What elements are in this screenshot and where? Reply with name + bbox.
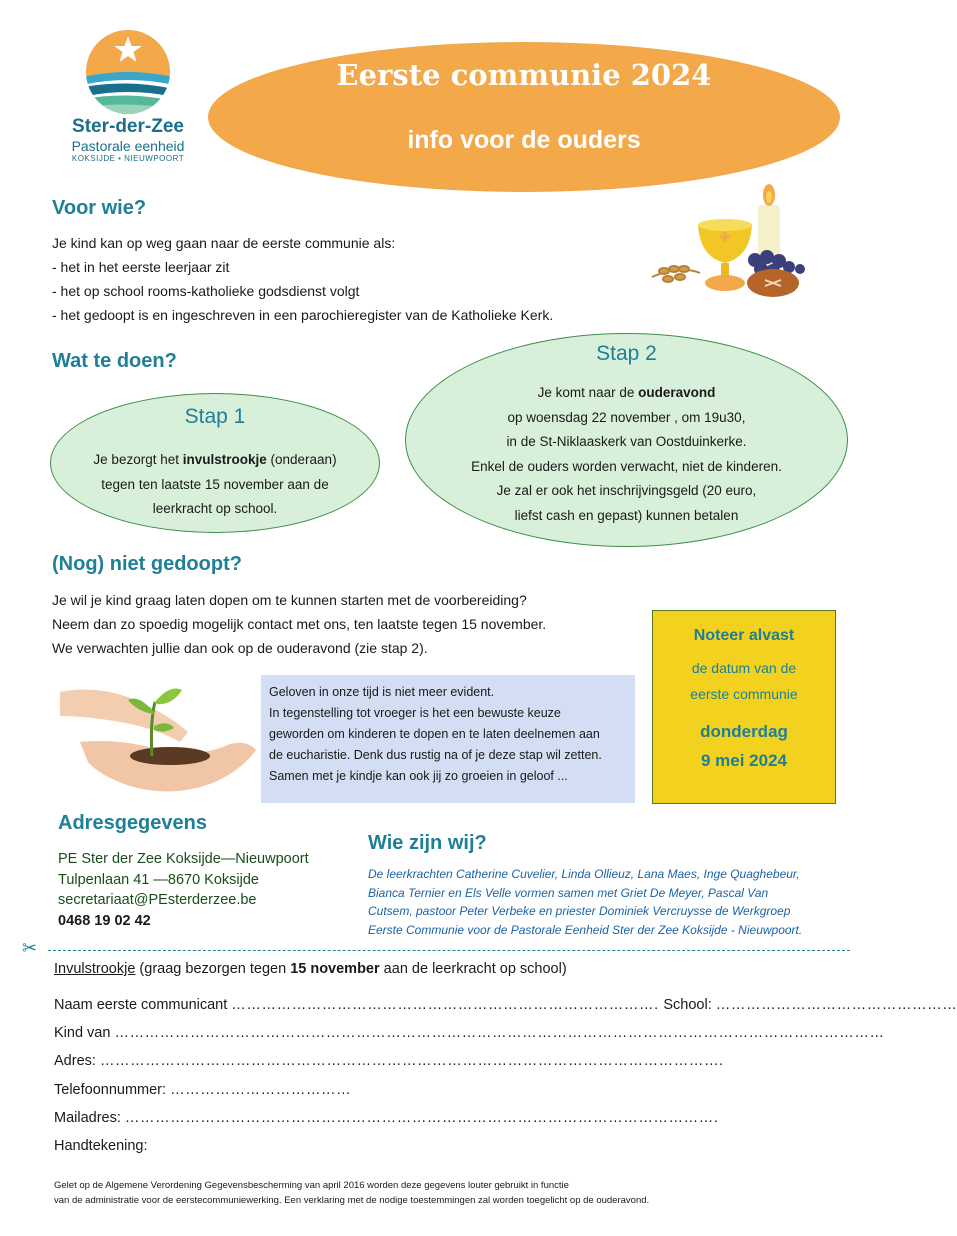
voor-wie-heading: Voor wie?	[52, 197, 147, 219]
adres-line2: Tulpenlaan 41 —8670 Koksijde	[58, 871, 259, 888]
telefoon-label: Telefoonnummer:	[54, 1082, 167, 1098]
stap2-line3: in de St-Niklaaskerk van Oostduinkerke.	[506, 434, 747, 449]
info-line: de eucharistie. Denk dus rustig na of je deze stap wil zetten.	[269, 748, 602, 762]
form-title-underlined: Invulstrookje	[54, 961, 136, 977]
adres-line1: PE Ster der Zee Koksijde—Nieuwpoort	[58, 851, 309, 867]
wie-line: Bianca Ternier en Els Velle vormen samen met Griet De Meyer, Pascal Van	[368, 885, 769, 900]
stap2-text	[405, 381, 848, 528]
handtekening-row[interactable]	[54, 1138, 148, 1154]
noteer-date: 9 mei 2024	[700, 751, 787, 770]
wie-zijn-wij-block	[368, 832, 854, 939]
noteer-line2: eerste communie	[690, 686, 798, 702]
noteer-box	[652, 610, 836, 804]
logo-name: Ster-der-Zee	[72, 116, 184, 137]
wie-line: Eerste Communie voor de Pastorale Eenheid Ster der Zee Koksijde - Nieuwpoort.	[368, 922, 803, 937]
list-item: - het gedoopt is en ingeschreven in een parochieregister van de Katholieke Kerk.	[52, 307, 554, 323]
noteer-day: donderdag	[700, 722, 788, 741]
stap2-line6: liefst cash en gepast) kunnen betalen	[514, 507, 739, 523]
stap2-line5: Je zal er ook het inschrijvingsgeld (20 euro,	[496, 483, 757, 498]
chalice-candle-illustration	[650, 185, 815, 305]
invulstrookje-bold: invulstrookje	[182, 452, 267, 467]
wat-te-doen-heading: Wat te doen?	[52, 350, 177, 372]
adres-row[interactable]: Adres: …………………………………………………………………………………………………………….	[54, 1053, 724, 1069]
info-line: Samen met je kindje kan ook jij zo groeien in geloof ...	[269, 769, 568, 783]
stap2-line4: Enkel de ouders worden verwacht, niet de kinderen.	[471, 458, 782, 474]
stap1-line1-end: (onderaan)	[266, 452, 337, 467]
logo	[48, 28, 208, 178]
telefoon-row[interactable]: Telefoonnummer: ………………………………	[54, 1082, 352, 1098]
adres-heading: Adresgegevens	[58, 812, 207, 834]
info-line: geworden om kinderen te dopen en te laten deelnemen aan	[269, 727, 600, 741]
voor-wie-intro: Je kind kan op weg gaan naar de eerste communie als:	[52, 235, 396, 251]
ouderavond-bold: ouderavond	[638, 385, 716, 400]
footer-line1: Gelet op de Algemene Verordening Gegevensbescherming van april 2016 worden deze gegevens louter gebruikt in functie	[54, 1180, 569, 1191]
stap1-line1: Je bezorgt het	[93, 452, 183, 467]
niet-gedoopt-line: Neem dan zo spoedig mogelijk contact met ons, ten laatste tegen 15 november.	[52, 616, 547, 632]
adres-phone: 0468 19 02 42	[58, 912, 151, 929]
privacy-footer	[54, 1178, 649, 1208]
info-line: Geloven in onze tijd is niet meer evident.	[269, 685, 495, 699]
stap2-line1: Je komt naar de	[537, 385, 639, 400]
form-title-a: (graag bezorgen tegen	[135, 961, 291, 977]
list-item: - het in het eerste leerjaar zit	[52, 259, 230, 275]
adres-email: secretariaat@PEsterderzee.be	[58, 892, 257, 908]
form-title	[54, 961, 567, 977]
scissors-icon: ✂	[22, 938, 38, 958]
naam-row[interactable]: Naam eerste communicant …………………………………………………………………………. School: …………………………………………	[54, 997, 957, 1013]
logo-places: KOKSIJDE • NIEUWPOORT	[71, 154, 185, 163]
logo-subtitle: Pastorale eenheid	[71, 138, 185, 154]
logo-emblem	[48, 28, 208, 116]
handtekening-label: Handtekening:	[54, 1138, 148, 1154]
form-title-bold: 15 november	[290, 961, 380, 977]
school-label: School:	[663, 997, 712, 1013]
niet-gedoopt-text	[52, 588, 546, 660]
niet-gedoopt-line: Je wil je kind graag laten dopen om te kunnen starten met de voorbereiding?	[52, 592, 527, 608]
mail-label: Mailadres:	[54, 1110, 121, 1126]
footer-line2: van de administratie voor de eerstecommuniewerking. Een verklaring met de nodige toestemmingen zal worden toegelicht op de ouderavond.	[54, 1195, 650, 1206]
info-line: In tegenstelling tot vroeger is het een bewuste keuze	[269, 706, 561, 720]
page-title: Eerste communie 2024	[336, 58, 712, 92]
wie-line: De leerkrachten Catherine Cuvelier, Linda Ollieuz, Lana Maes, Inge Quaghebeur,	[368, 867, 800, 881]
niet-gedoopt-line: We verwachten jullie dan ook op de ouderavond (zie stap 2).	[52, 640, 428, 656]
noteer-heading: Noteer alvast	[693, 627, 795, 644]
kind-van-row[interactable]: Kind van ………………………………………………………………………………………………………………………………………	[54, 1025, 885, 1041]
stap1-title: Stap 1	[184, 405, 246, 428]
stap2-title: Stap 2	[596, 342, 657, 365]
wie-heading: Wie zijn wij?	[368, 832, 487, 854]
naam-label: Naam eerste communicant	[54, 997, 228, 1013]
stap1-line2: tegen ten laatste 15 november aan de	[101, 476, 329, 492]
voor-wie-text	[52, 231, 553, 327]
hands-seedling-illustration	[60, 672, 260, 804]
stap1-text	[50, 448, 380, 522]
niet-gedoopt-heading: (Nog) niet gedoopt?	[52, 553, 242, 575]
stap2-line2: op woensdag 22 november , om 19u30,	[507, 409, 746, 425]
adres-label: Adres:	[54, 1053, 96, 1069]
list-item: - het op school rooms-katholieke godsdienst volgt	[52, 283, 360, 299]
stap1-line3: leerkracht op school.	[152, 501, 278, 516]
wie-line: Cutsem, pastoor Peter Verbeke en priester Dominiek Vercruysse de Werkgroep	[368, 904, 791, 918]
info-box	[261, 675, 635, 803]
kind-van-label: Kind van	[54, 1025, 111, 1041]
mail-row[interactable]: Mailadres: ……………………………………………………………………………………………………….	[54, 1110, 719, 1126]
cut-line	[48, 950, 850, 951]
form-title-b: aan de leerkracht op school)	[379, 961, 567, 977]
page-subtitle: info voor de ouders	[407, 126, 641, 154]
noteer-line1: de datum van de	[691, 660, 797, 676]
address-block	[58, 812, 309, 931]
